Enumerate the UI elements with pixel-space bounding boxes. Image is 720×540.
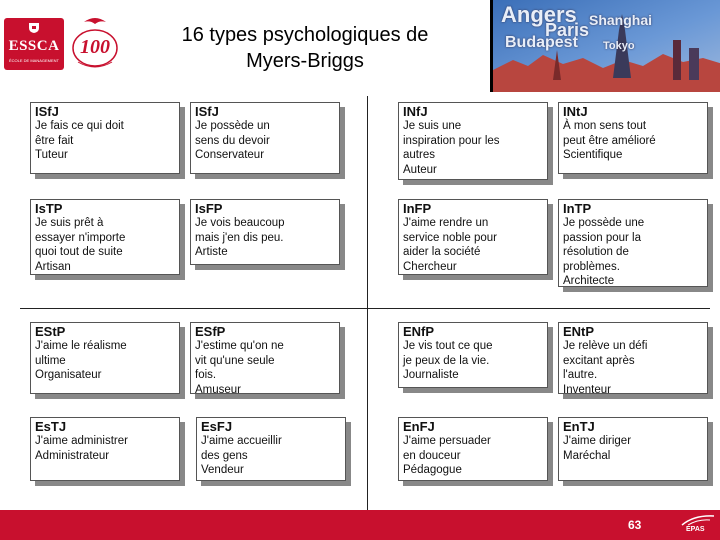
photo-word-4: Budapest [505,34,578,51]
type-card [558,199,708,287]
vertical-axis-line [367,96,368,510]
photo-word-1: Angers [501,2,577,27]
type-code: ENtP [563,324,595,339]
type-role: Artiste [195,246,228,258]
type-description: Je possède une passion pour la résolution de problèmes. [563,217,645,273]
crest-icon [28,22,40,34]
type-code: EnTJ [563,419,595,434]
type-code: IsFP [195,201,223,216]
title-line-1: 16 types psychologiques de [181,24,429,46]
type-code: ISfJ [35,104,59,119]
type-card [30,417,180,481]
type-code: EStP [35,324,66,339]
type-description: Je suis prêt à essayer n'importe quoi tout de suite [35,217,126,258]
type-role: Organisateur [35,369,102,381]
type-code: ISfJ [195,104,219,119]
type-description: Je suis une inspiration pour les autres [403,120,500,161]
type-description: J'aime rendre un service noble pour aider la société [403,217,497,258]
horizontal-axis-line [20,308,710,309]
type-role: Vendeur [201,464,244,476]
type-card [196,417,346,481]
title-line-2: Myers-Briggs [246,50,364,72]
type-description: Je vois beaucoup mais j'en dis peu. [195,217,285,244]
type-card [190,322,340,394]
type-description: J'aime le réalisme ultime [35,340,127,367]
type-role: Journaliste [403,369,459,381]
type-description: Je vis tout ce que je peux de la vie. [403,340,493,367]
type-role: Auteur [403,163,437,176]
epas-logo [680,513,716,537]
type-code: EnFJ [403,419,435,434]
type-role: Maréchal [563,449,611,462]
type-role: Amuseur [195,383,242,396]
type-code: InTP [563,201,592,216]
type-card [398,199,548,275]
type-role: Architecte [563,275,615,287]
type-code: INtJ [563,104,588,119]
type-card [558,417,708,481]
photo-word-3: Paris [545,20,590,40]
type-role: Scientifique [563,149,623,161]
epas-text: EPAS [686,526,705,533]
slide-header [0,0,720,96]
type-description: J'aime persuader en douceur [403,435,491,462]
type-code: EsFJ [201,419,233,434]
type-role: Administrateur [35,449,110,462]
type-role: Chercheur [403,260,457,273]
type-role: Artisan [35,260,71,273]
type-code: IsTP [35,201,63,216]
type-description: Je possède un sens du devoir [195,120,270,147]
slide-footer [0,510,720,540]
type-description: Je fais ce qui doit être fait [35,120,124,147]
type-role: Conservateur [195,149,265,161]
type-card [398,102,548,180]
type-description: J'estime qu'on ne vit qu'une seule fois. [195,340,284,381]
logo-subtext: ÉCOLE DE MANAGEMENT [8,58,59,63]
type-description: J'aime administrer [35,435,128,447]
type-card [30,199,180,275]
type-card [558,322,708,394]
type-code: ENfP [403,324,435,339]
type-card [398,322,548,388]
types-grid [0,96,720,510]
type-card [190,199,340,265]
type-code: InFP [403,201,432,216]
cities-photo [490,0,720,92]
type-card [30,102,180,174]
type-role: Inventeur [563,383,611,396]
type-description: J'aime diriger [563,435,632,447]
page-title [130,22,480,74]
type-description: À mon sens tout peut être amélioré [563,120,656,147]
photo-word-2: Shanghai [589,12,653,28]
type-role: Tuteur [35,149,68,161]
type-code: ESfP [195,324,226,339]
logo-text: ESSCA [8,38,60,54]
anniversary-text: 100 [80,36,110,58]
photo-word-5: Tokyo [603,40,635,52]
type-card [190,102,340,174]
essca-logo [4,18,64,70]
type-card [398,417,548,481]
type-role: Pédagogue [403,464,462,476]
type-card [30,322,180,394]
anniversary-logo [70,14,120,74]
page-number: 63 [628,518,642,532]
type-description: J'aime accueillir des gens [201,435,282,462]
type-card [558,102,708,174]
epas-swoosh-icon [680,513,716,527]
type-description: Je relève un défi excitant après l'autre. [563,340,648,381]
type-code: EsTJ [35,419,67,434]
type-code: INfJ [403,104,428,119]
